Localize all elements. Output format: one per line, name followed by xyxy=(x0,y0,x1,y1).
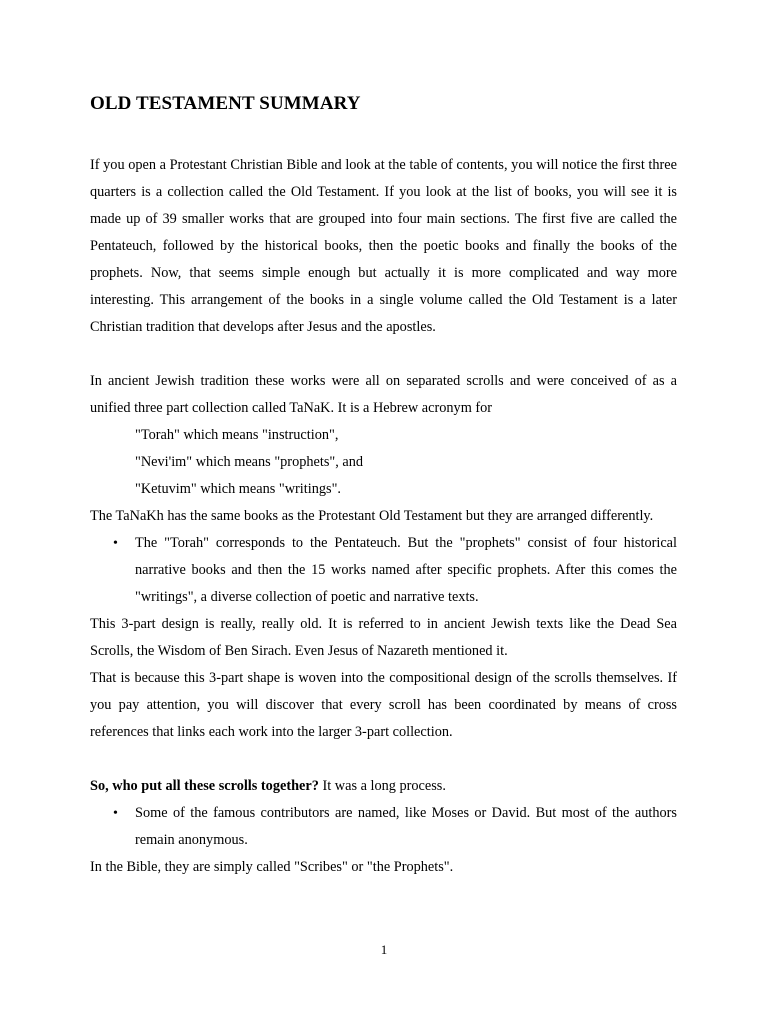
bullet-text: Some of the famous contributors are named, like Moses or David. But most of the authors remain anonymous. xyxy=(135,805,677,848)
paragraph-three-part-design: This 3-part design is really, really old. It is referred to in ancient Jewish texts like the Dead Sea Scrolls, the Wisdom of Ben Sirach. Even Jesus of Nazareth mentioned it. xyxy=(90,616,677,659)
paragraph-tanak-intro: In ancient Jewish tradition these works were all on separated scrolls and were conceived of as a unified three part collection called TaNaK. It is a Hebrew acronym for xyxy=(90,373,677,416)
bullet-list-sections xyxy=(90,530,677,611)
bullet-item-contributors xyxy=(90,800,677,854)
bullet-icon: • xyxy=(113,536,118,551)
paragraph-intro: If you open a Protestant Christian Bible and look at the table of contents, you will notice the first three quarters is a collection called the Old Testament. If you look at the list of books, you will see it is made up of 39 smaller works that are grouped into four main sections. The first five are called the Pentateuch, followed by the historical books, then the poetic books and finally the books of the prophets. Now, that seems simple enough but actually it is more complicated and way more interesting. This arrangement of the books in a single volume called the Old Testament is a later Christian tradition that develops after Jesus and the apostles. xyxy=(90,157,677,335)
question-bold-text: So, who put all these scrolls together? xyxy=(90,778,319,794)
acronym-line-ketuvim: "Ketuvim" which means "writings". xyxy=(135,481,341,497)
page-number: 1 xyxy=(380,942,388,957)
document-title: OLD TESTAMENT SUMMARY xyxy=(90,93,361,114)
paragraph-tanakh-arrangement: The TaNaKh has the same books as the Protestant Old Testament but they are arranged differently. xyxy=(90,508,654,524)
bullet-text: The "Torah" corresponds to the Pentateuch. But the "prophets" consist of four historical narrative books and then the 15 works named after specific prophets. After this comes the "writings", a diverse collection of poetic and narrative texts. xyxy=(135,535,677,605)
acronym-line-torah: "Torah" which means "instruction", xyxy=(135,427,339,443)
paragraph-scribes: In the Bible, they are simply called "Scribes" or "the Prophets". xyxy=(90,859,454,875)
bullet-item-torah xyxy=(90,530,677,611)
paragraph-question xyxy=(90,773,677,800)
paragraph-spacer xyxy=(90,746,677,773)
bullet-list-contributors xyxy=(90,800,677,854)
paragraph-compositional-design: That is because this 3-part shape is woven into the compositional design of the scrolls themselves. If you pay attention, you will discover that every scroll has been coordinated by means of cross references that links each work into the larger 3-part collection. xyxy=(90,670,677,740)
bullet-icon: • xyxy=(113,806,118,821)
paragraph-spacer xyxy=(90,341,677,368)
document-body xyxy=(90,152,677,881)
question-rest-text: It was a long process. xyxy=(318,778,446,794)
document-page xyxy=(90,0,677,1024)
acronym-line-neviim: "Nevi'im" which means "prophets", and xyxy=(135,454,364,470)
